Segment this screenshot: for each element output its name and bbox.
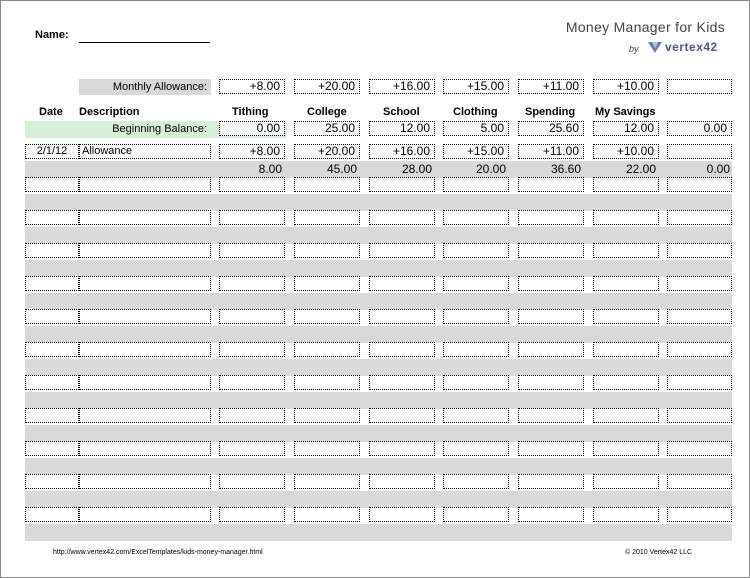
header-description: Description	[79, 106, 140, 118]
balance-extra[interactable]: 0.00	[667, 121, 732, 136]
empty-tithing-cell[interactable]	[219, 177, 285, 192]
empty-clothing-cell[interactable]	[443, 507, 509, 522]
transaction-spending[interactable]: +11.00	[518, 144, 584, 159]
empty-description-cell[interactable]	[79, 375, 211, 390]
empty-extra-cell[interactable]	[667, 375, 732, 390]
empty-description-cell[interactable]	[79, 276, 211, 291]
empty-clothing-cell[interactable]	[443, 243, 509, 258]
vertex42-logo	[647, 40, 718, 54]
empty-college-cell[interactable]	[294, 309, 360, 324]
row-band	[25, 425, 732, 442]
empty-school-cell[interactable]	[369, 408, 435, 423]
allowance-clothing[interactable]: +15.00	[443, 79, 509, 94]
row-band	[25, 491, 732, 508]
allowance-savings[interactable]: +10.00	[593, 79, 659, 94]
empty-spending-cell[interactable]	[518, 441, 584, 456]
empty-tithing-cell[interactable]	[219, 408, 285, 423]
header-date: Date	[39, 106, 63, 118]
empty-description-cell[interactable]	[79, 474, 211, 489]
empty-savings-cell[interactable]	[593, 408, 659, 423]
empty-tithing-cell[interactable]	[219, 375, 285, 390]
empty-date-cell[interactable]	[25, 474, 79, 489]
empty-clothing-cell[interactable]	[443, 342, 509, 357]
empty-date-cell[interactable]	[25, 309, 79, 324]
empty-college-cell[interactable]	[294, 375, 360, 390]
empty-school-cell[interactable]	[369, 507, 435, 522]
transaction-school[interactable]: +16.00	[369, 144, 435, 159]
empty-spending-cell[interactable]	[518, 408, 584, 423]
empty-date-cell[interactable]	[25, 210, 79, 225]
empty-college-cell[interactable]	[294, 276, 360, 291]
empty-extra-cell[interactable]	[667, 210, 732, 225]
empty-school-cell[interactable]	[369, 243, 435, 258]
empty-clothing-cell[interactable]	[443, 375, 509, 390]
empty-tithing-cell[interactable]	[219, 474, 285, 489]
balance-spending[interactable]: 25.60	[518, 121, 584, 136]
logo-text: vertex42	[665, 40, 718, 54]
header-college: College	[307, 106, 347, 118]
empty-clothing-cell[interactable]	[443, 210, 509, 225]
empty-extra-cell[interactable]	[667, 276, 732, 291]
empty-savings-cell[interactable]	[593, 441, 659, 456]
row-band	[25, 260, 732, 277]
empty-extra-cell[interactable]	[667, 507, 732, 522]
empty-college-cell[interactable]	[294, 342, 360, 357]
empty-tithing-cell[interactable]	[219, 210, 285, 225]
empty-extra-cell[interactable]	[667, 474, 732, 489]
footer-copyright: © 2010 Vertex42 LLC	[625, 549, 693, 556]
empty-school-cell[interactable]	[369, 474, 435, 489]
empty-college-cell[interactable]	[294, 243, 360, 258]
empty-description-cell[interactable]	[79, 408, 211, 423]
empty-date-cell[interactable]	[25, 342, 79, 357]
empty-school-cell[interactable]	[369, 309, 435, 324]
total-savings: 22.00	[625, 162, 656, 176]
total-spending: 36.60	[550, 162, 581, 176]
empty-savings-cell[interactable]	[593, 309, 659, 324]
empty-tithing-cell[interactable]	[219, 276, 285, 291]
empty-college-cell[interactable]	[294, 507, 360, 522]
empty-college-cell[interactable]	[294, 408, 360, 423]
empty-description-cell[interactable]	[79, 210, 211, 225]
name-field[interactable]	[79, 42, 210, 43]
empty-description-cell[interactable]	[79, 309, 211, 324]
empty-description-cell[interactable]	[79, 507, 211, 522]
footer-url[interactable]: http://www.vertex42.com/ExcelTemplates/kids-money-manager.html	[53, 549, 263, 556]
empty-clothing-cell[interactable]	[443, 276, 509, 291]
row-band	[25, 326, 732, 343]
empty-tithing-cell[interactable]	[219, 309, 285, 324]
transaction-college[interactable]: +20.00	[294, 144, 360, 159]
empty-description-cell[interactable]	[79, 441, 211, 456]
by-label: by	[629, 44, 639, 54]
row-band	[25, 524, 732, 541]
empty-tithing-cell[interactable]	[219, 441, 285, 456]
transaction-savings[interactable]: +10.00	[593, 144, 659, 159]
empty-description-cell[interactable]	[79, 342, 211, 357]
empty-college-cell[interactable]	[294, 210, 360, 225]
empty-savings-cell[interactable]	[593, 474, 659, 489]
empty-college-cell[interactable]	[294, 441, 360, 456]
empty-spending-cell[interactable]	[518, 210, 584, 225]
empty-school-cell[interactable]	[369, 210, 435, 225]
empty-savings-cell[interactable]	[593, 210, 659, 225]
row-band	[25, 227, 732, 244]
empty-extra-cell[interactable]	[667, 177, 732, 192]
empty-extra-cell[interactable]	[667, 408, 732, 423]
empty-clothing-cell[interactable]	[443, 408, 509, 423]
empty-extra-cell[interactable]	[667, 441, 732, 456]
balance-school[interactable]: 12.00	[369, 121, 435, 136]
transaction-tithing[interactable]: +8.00	[219, 144, 285, 159]
header-tithing: Tithing	[232, 106, 269, 118]
balance-tithing[interactable]: 0.00	[219, 121, 285, 136]
empty-savings-cell[interactable]	[593, 375, 659, 390]
empty-spending-cell[interactable]	[518, 507, 584, 522]
header-clothing: Clothing	[453, 106, 498, 118]
total-clothing: 20.00	[475, 162, 506, 176]
allowance-spending[interactable]: +11.00	[518, 79, 584, 94]
page-title: Money Manager for Kids	[565, 19, 725, 35]
empty-date-cell[interactable]	[25, 375, 79, 390]
empty-spending-cell[interactable]	[518, 375, 584, 390]
empty-savings-cell[interactable]	[593, 507, 659, 522]
empty-savings-cell[interactable]	[593, 243, 659, 258]
empty-clothing-cell[interactable]	[443, 309, 509, 324]
empty-date-cell[interactable]	[25, 177, 79, 192]
total-school: 28.00	[401, 162, 432, 176]
header-my-savings: My Savings	[595, 106, 656, 118]
empty-tithing-cell[interactable]	[219, 507, 285, 522]
empty-school-cell[interactable]	[369, 177, 435, 192]
empty-college-cell[interactable]	[294, 474, 360, 489]
empty-extra-cell[interactable]	[667, 309, 732, 324]
empty-date-cell[interactable]	[25, 276, 79, 291]
empty-clothing-cell[interactable]	[443, 177, 509, 192]
empty-school-cell[interactable]	[369, 441, 435, 456]
empty-description-cell[interactable]	[79, 177, 211, 192]
empty-clothing-cell[interactable]	[443, 441, 509, 456]
empty-date-cell[interactable]	[25, 243, 79, 258]
name-label: Name:	[35, 29, 69, 41]
allowance-tithing[interactable]: +8.00	[219, 79, 285, 94]
allowance-school[interactable]: +16.00	[369, 79, 435, 94]
allowance-college[interactable]: +20.00	[294, 79, 360, 94]
transaction-extra[interactable]	[667, 144, 732, 159]
header-spending: Spending	[525, 106, 576, 118]
empty-date-cell[interactable]	[25, 507, 79, 522]
empty-clothing-cell[interactable]	[443, 474, 509, 489]
balance-clothing[interactable]: 5.00	[443, 121, 509, 136]
empty-savings-cell[interactable]	[593, 276, 659, 291]
empty-college-cell[interactable]	[294, 177, 360, 192]
transaction-clothing[interactable]: +15.00	[443, 144, 509, 159]
header-school: School	[383, 106, 420, 118]
empty-date-cell[interactable]	[25, 408, 79, 423]
row-band	[25, 458, 732, 475]
empty-tithing-cell[interactable]	[219, 342, 285, 357]
empty-school-cell[interactable]	[369, 276, 435, 291]
total-tithing: 8.00	[258, 162, 282, 176]
monthly-allowance-label: Monthly Allowance:	[79, 79, 211, 95]
empty-school-cell[interactable]	[369, 375, 435, 390]
transaction-description[interactable]: Allowance	[79, 144, 211, 159]
empty-tithing-cell[interactable]	[219, 243, 285, 258]
row-band	[25, 293, 732, 310]
empty-description-cell[interactable]	[79, 243, 211, 258]
row-band	[25, 194, 732, 211]
empty-date-cell[interactable]	[25, 441, 79, 456]
allowance-extra[interactable]	[667, 79, 732, 94]
empty-spending-cell[interactable]	[518, 177, 584, 192]
transaction-date[interactable]: 2/1/12	[25, 144, 79, 159]
empty-extra-cell[interactable]	[667, 342, 732, 357]
empty-spending-cell[interactable]	[518, 276, 584, 291]
empty-spending-cell[interactable]	[518, 243, 584, 258]
empty-savings-cell[interactable]	[593, 342, 659, 357]
row-band	[25, 359, 732, 376]
empty-spending-cell[interactable]	[518, 342, 584, 357]
total-extra: 0.00	[706, 162, 730, 176]
empty-school-cell[interactable]	[369, 342, 435, 357]
beginning-balance-label: Beginning Balance:	[112, 123, 207, 135]
empty-extra-cell[interactable]	[667, 243, 732, 258]
empty-savings-cell[interactable]	[593, 177, 659, 192]
empty-spending-cell[interactable]	[518, 474, 584, 489]
total-college: 45.00	[326, 162, 357, 176]
empty-spending-cell[interactable]	[518, 309, 584, 324]
balance-savings[interactable]: 12.00	[593, 121, 659, 136]
balance-college[interactable]: 25.00	[294, 121, 360, 136]
row-band	[25, 392, 732, 409]
vertex42-logo-icon	[647, 40, 663, 54]
